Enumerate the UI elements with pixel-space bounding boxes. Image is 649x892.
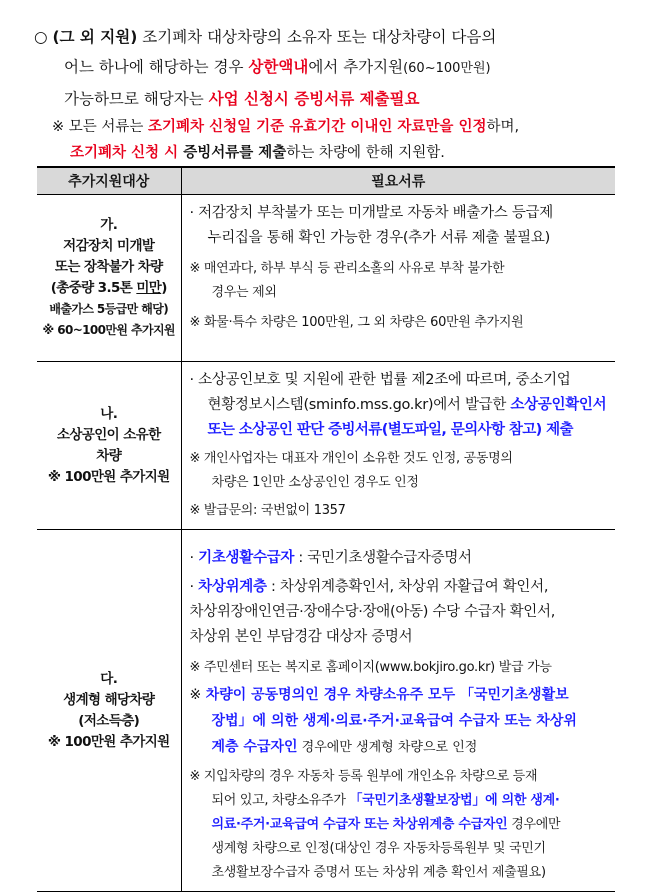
header-target: 추가지원대상	[37, 167, 181, 195]
intro-note-1	[34, 114, 624, 140]
row3-bullet1	[190, 546, 610, 571]
row3-n3f: 생계형 차량으로 인정(대상인 경우 자동차등록원부 및 국민기	[211, 841, 546, 856]
row2-support: ※ 100만원 추가지원	[47, 468, 170, 485]
intro-section	[34, 22, 624, 166]
intro-line-1	[34, 22, 624, 52]
note-text-2c: 하는 차량에 한해 지원함.	[286, 145, 445, 161]
row3-n3b: 되어 있고, 차량소유주가	[211, 793, 350, 808]
support-table	[37, 166, 615, 892]
row2-note2: ※ 발급문의: 국번없이 1357	[189, 503, 346, 518]
row2-documents	[181, 362, 615, 530]
row1-line3a: (총중량 3.5톤	[50, 280, 137, 296]
note-highlight-2: 조기폐차 신청 시	[70, 145, 179, 161]
row3-n2e: 경우에만 생계형 차량으로 인정	[297, 740, 478, 755]
row3-support: ※ 100만원 추가지원	[47, 733, 170, 750]
limit-highlight: 상한액내	[248, 58, 309, 76]
intro-heading: (그 외 지원)	[52, 28, 138, 46]
row2-b1d: 또는 소상공인 판단 증빙서류(별도파일, 문의사항 참고) 제출	[207, 422, 573, 438]
intro-text-2c: 에서 추가지원	[308, 58, 404, 76]
row3-n3c: 「국민기초생활보장법」에 의한 생계·	[349, 793, 560, 808]
row1-n1b: 경우는 제외	[211, 285, 277, 300]
row1-b1b: 누리집을 통해 확인 가능한 경우(추가 서류 제출 불필요)	[207, 230, 550, 246]
row3-label: 다.	[100, 670, 118, 687]
table-row	[37, 362, 615, 530]
row3-b2a: ·	[189, 579, 199, 595]
header-documents: 필요서류	[181, 167, 615, 195]
note-text-1a: 모든 서류는	[64, 119, 149, 135]
note-text-1c: 하며,	[486, 119, 520, 135]
intro-note-2	[34, 140, 624, 166]
row2-b1b: 현황정보시스템(sminfo.mss.go.kr)에서 발급한	[207, 397, 511, 413]
intro-text-2a: 어느 하나에 해당하는 경우	[64, 58, 249, 76]
row2-b1c: 소상공인확인서	[510, 397, 607, 413]
row2-bullet	[190, 368, 610, 443]
row3-n3e: 경우에만	[507, 817, 561, 832]
row1-line3b: 미만	[136, 280, 162, 296]
row2-target	[37, 362, 181, 530]
row3-note3	[190, 765, 610, 885]
row1-n1a: ※ 매연과다, 하부 부식 등 관리소홀의 사유로 부착 불가한	[189, 261, 505, 276]
submission-highlight: 사업 신청시 증빙서류 제출필요	[208, 90, 420, 108]
row2-line1: 소상공인이 소유한	[56, 426, 161, 443]
table-row	[37, 195, 615, 362]
row1-target	[37, 195, 181, 362]
row2-note1	[190, 447, 610, 495]
row3-b2b: 차상위계층	[198, 579, 267, 595]
table-row	[37, 530, 615, 892]
note-text-2b: 증빙서류를 제출	[178, 145, 287, 161]
row1-b1a: · 저감장치 부착불가 또는 미개발로 자동차 배출가스 등급제	[189, 205, 553, 221]
row3-documents	[181, 530, 615, 892]
row1-line1: 저감장치 미개발	[63, 238, 155, 254]
circle-marker: ○	[34, 28, 48, 46]
row3-n3a: ※ 지입차량의 경우 자동차 등록 원부에 개인소유 차량으로 등재	[189, 769, 538, 784]
row3-b2e: 차상위 본인 부담경감 대상자 증명서	[189, 629, 413, 645]
note-highlight-1: 조기폐차 신청일 기준 유효기간 이내인 자료만을 인정	[148, 119, 487, 135]
row2-n1a: ※ 개인사업자는 대표자 개인이 소유한 것도 인정, 공동명의	[189, 451, 513, 466]
intro-text-3a: 가능하므로 해당자는	[64, 90, 209, 108]
note-mark: ※	[52, 119, 65, 135]
row1-label: 가.	[100, 217, 118, 233]
row3-n3g: 초생활보장수급자 증명서 또는 차상위 계층 확인서 제출필요)	[211, 865, 546, 880]
row2-b1a: · 소상공인보호 및 지원에 관한 법률 제2조에 따르며, 중소기업	[189, 372, 571, 388]
row3-line2: (저소득층)	[78, 712, 140, 729]
row1-support: ※ 60~100만원 추가지원	[42, 323, 175, 337]
row3-n2d: 계층 수급자인	[211, 739, 298, 755]
table-header-row	[37, 167, 615, 195]
row3-b2c: : 차상위계층확인서, 차상위 자활급여 확인서,	[266, 579, 549, 595]
row3-n3d: 의료·주거·교육급여 수급자 또는 차상위계층 수급자인	[211, 817, 508, 832]
row3-n2a: ※	[189, 687, 206, 703]
row3-b1b: 기초생활수급자	[198, 550, 295, 566]
row3-note2	[190, 682, 610, 761]
intro-line-3	[34, 84, 624, 114]
row2-n1b: 차량은 1인만 소상공인인 경우도 인정	[211, 475, 419, 490]
row3-n2b: 차량이 공동명의인 경우 차량소유주 모두 「국민기초생활보	[205, 687, 569, 703]
intro-text-1: 조기폐차 대상차량의 소유자 또는 대상차량이 다음의	[137, 28, 497, 46]
row3-note1: ※ 주민센터 또는 복지로 홈페이지(www.bokjiro.go.kr) 발급 가능	[189, 660, 552, 675]
row3-bullet2	[190, 575, 610, 650]
row1-line4: 배출가스 5등급만 해당)	[49, 302, 169, 316]
row1-note1	[190, 257, 610, 305]
row2-label: 나.	[100, 405, 118, 422]
row3-b1a: ·	[189, 550, 199, 566]
row1-note2: ※ 화물·특수 차량은 100만원, 그 외 차량은 60만원 추가지원	[189, 315, 524, 330]
row1-line2: 또는 장착불가 차량	[54, 259, 163, 275]
row1-line3: (총중량 3.5톤 미만)	[50, 280, 167, 296]
row3-b1c: : 국민기초생활수급자증명서	[294, 550, 472, 566]
row3-target	[37, 530, 181, 892]
support-range: (60~100만원)	[403, 61, 491, 76]
row3-b2d: 차상위장애인연금·장애수당·장애(아동) 수당 수급자 확인서,	[189, 604, 556, 620]
row2-line2: 차량	[96, 447, 122, 464]
row3-line1: 생계형 해당차량	[63, 691, 155, 708]
row3-n2c: 장법」에 의한 생계·의료·주거·교육급여 수급자 또는 차상위	[211, 713, 577, 729]
row1-documents	[181, 195, 615, 362]
row1-bullet	[190, 201, 610, 251]
intro-line-2	[34, 52, 624, 84]
